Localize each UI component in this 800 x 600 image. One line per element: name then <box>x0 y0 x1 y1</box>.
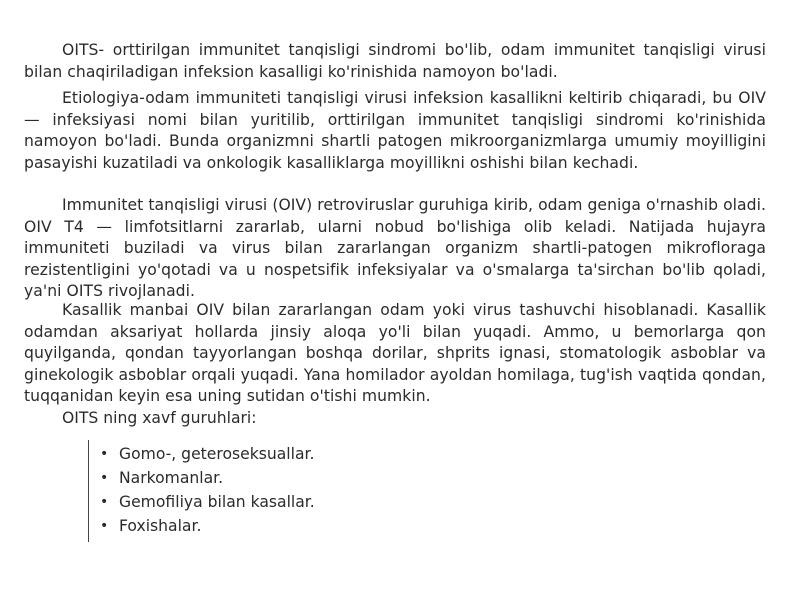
paragraph-definition <box>24 40 766 83</box>
list-item-text: Gomo-, geteroseksuallar. <box>119 445 315 463</box>
list-item-text: Gemofiliya bilan kasallar. <box>119 493 315 511</box>
list-item <box>99 490 315 514</box>
list-item <box>99 514 315 538</box>
list-item-text: Narkomanlar. <box>119 469 224 487</box>
bullet-icon: • <box>100 470 109 486</box>
paragraph-transmission <box>24 300 766 408</box>
list-item <box>99 442 315 466</box>
paragraph-text: OITS- orttirilgan immunitet tanqisligi sindromi bo'lib, odam immunitet tanqisligi virusi bilan chaqiriladigan infeksion kasalligi ko'rinishida namoyon bo'ladi. <box>24 41 766 81</box>
page-bottom-margin <box>0 558 800 600</box>
paragraph-text: Immunitet tanqisligi virusi (OIV) retroviruslar guruhiga kirib, odam geniga o'rnashib oladi. OIV T4 — limfotsitlarni zararlab, ularni nobud bo'lishiga olib keladi. Natijada hujayra immuniteti buziladi va virus bilan zararlangan organizm shartli-patogen mikrofloraga rezistentligini yo'qotadi va u nospetsifik infeksiyalar va o'smalarga ta'sirchan bo'lib qoladi, ya'ni OITS rivojlanadi. <box>24 196 766 301</box>
risk-groups-list <box>88 440 315 542</box>
list-item <box>99 466 315 490</box>
paragraph-text: Kasallik manbai OIV bilan zararlangan odam yoki virus tashuvchi hisoblanadi. Kasallik odamdan aksariyat hollarda jinsiy aloqa yo'li bilan yuqadi. Ammo, u bemorlarga qon quyilganda, qondan tayyorlangan boshqa dorilar, shprits ignasi, stomatologik asboblar va ginekologik asboblar orqali yuqadi. Yana homilador ayoldan homilaga, tug'ish vaqtida qondan, tuqqanidan keyin esa uning sutidan o'tishi mumkin. <box>24 301 766 406</box>
bullet-icon: • <box>100 494 109 510</box>
paragraph-text: Etiologiya-odam immuniteti tanqisligi virusi infeksion kasallikni keltirib chiqaradi, bu OIV — infeksiyasi nomi bilan yuritilib, orttirilgan immunitet tanqisligi sindromi ko'rinishida namoyon bo'ladi. Bunda organizmni shartli patogen mikroorganizmlarga umumiy moyilligini pasayishi kuzatiladi va onkologik kasalliklarga moyillikni oshishi bilan kechadi. <box>24 89 766 172</box>
paragraph-virus <box>24 195 766 303</box>
paragraph-etiology <box>24 88 766 174</box>
bullet-icon: • <box>100 518 109 534</box>
bullet-icon: • <box>100 446 109 462</box>
list-item-text: Foxishalar. <box>119 517 202 535</box>
risk-groups-heading: OITS ning xavf guruhlari: <box>62 409 257 427</box>
